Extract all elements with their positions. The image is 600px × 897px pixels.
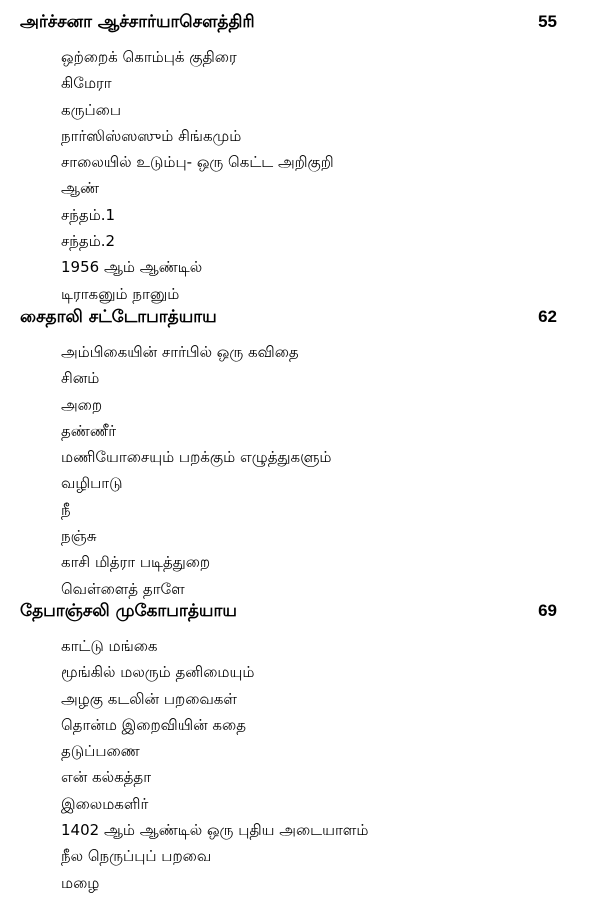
- title-list: [0, 339, 600, 602]
- title-entry: நஞ்சு: [61, 527, 97, 546]
- author-name: சைதாலி சட்டோபாத்யாய: [20, 307, 217, 327]
- contents-section: [0, 303, 600, 602]
- title-entry: காட்டு மங்கை: [61, 637, 158, 655]
- title-entry: அம்பிகையின் சார்பில் ஒரு கவிதை: [61, 343, 299, 361]
- author-name: அர்ச்சனா ஆச்சார்யாசௌத்திரி: [20, 12, 255, 32]
- title-entry: சினம்: [61, 369, 100, 388]
- title-entry: சந்தம்.1: [61, 205, 116, 224]
- title-entry: தடுப்பணை: [61, 742, 140, 761]
- section-header: [0, 8, 600, 36]
- title-entry: தொன்ம இறைவியின் கதை: [61, 715, 246, 734]
- author-name: தேபாஞ்சலி முகோபாத்யாய: [20, 601, 237, 621]
- page-number: 69: [538, 601, 557, 620]
- title-entry: 1402 ஆம் ஆண்டில் ஒரு புதிய அடையாளம்: [61, 821, 369, 840]
- title-list: [0, 633, 600, 896]
- title-entry: கருப்பை: [61, 100, 122, 119]
- title-entry: நீல நெருப்புப் பறவை: [61, 847, 212, 866]
- title-entry: மழை: [61, 873, 100, 892]
- title-entry: அறை: [61, 395, 103, 414]
- title-entry: காசி மித்ரா படித்துறை: [61, 553, 211, 572]
- section-header: [0, 303, 600, 331]
- title-entry: கிமேரா: [61, 74, 112, 93]
- title-entry: வெள்ளைத் தாளே: [61, 579, 185, 598]
- title-entry: ஒற்றைக் கொம்புக் குதிரை: [61, 48, 237, 66]
- title-entry: ஆண்: [61, 179, 100, 198]
- page-number: 62: [538, 307, 557, 326]
- title-list: [0, 44, 600, 307]
- title-entry: அழகு கடலின் பறவைகள்: [61, 689, 237, 708]
- title-entry: 1956 ஆம் ஆண்டில்: [61, 258, 203, 277]
- title-entry: தண்ணீர்: [61, 421, 117, 440]
- section-header: [0, 597, 600, 625]
- title-entry: மணியோசையும் பறக்கும் எழுத்துகளும்: [61, 448, 332, 467]
- title-entry: சாலையில் உடும்பு- ஒரு கெட்ட அறிகுறி: [61, 153, 334, 172]
- title-entry: இலைமகளிர்: [61, 794, 149, 813]
- contents-section: [0, 597, 600, 896]
- title-entry: டிராகனும் நானும்: [61, 284, 180, 303]
- title-entry: என் கல்கத்தா: [61, 768, 152, 787]
- page-number: 55: [538, 12, 557, 31]
- title-entry: நார்ஸிஸ்ஸஸும் சிங்கமும்: [61, 126, 242, 145]
- contents-section: [0, 8, 600, 307]
- title-entry: மூங்கில் மலரும் தனிமையும்: [61, 663, 255, 682]
- title-entry: சந்தம்.2: [61, 232, 116, 251]
- title-entry: வழிபாடு: [61, 474, 123, 493]
- title-entry: நீ: [61, 500, 71, 519]
